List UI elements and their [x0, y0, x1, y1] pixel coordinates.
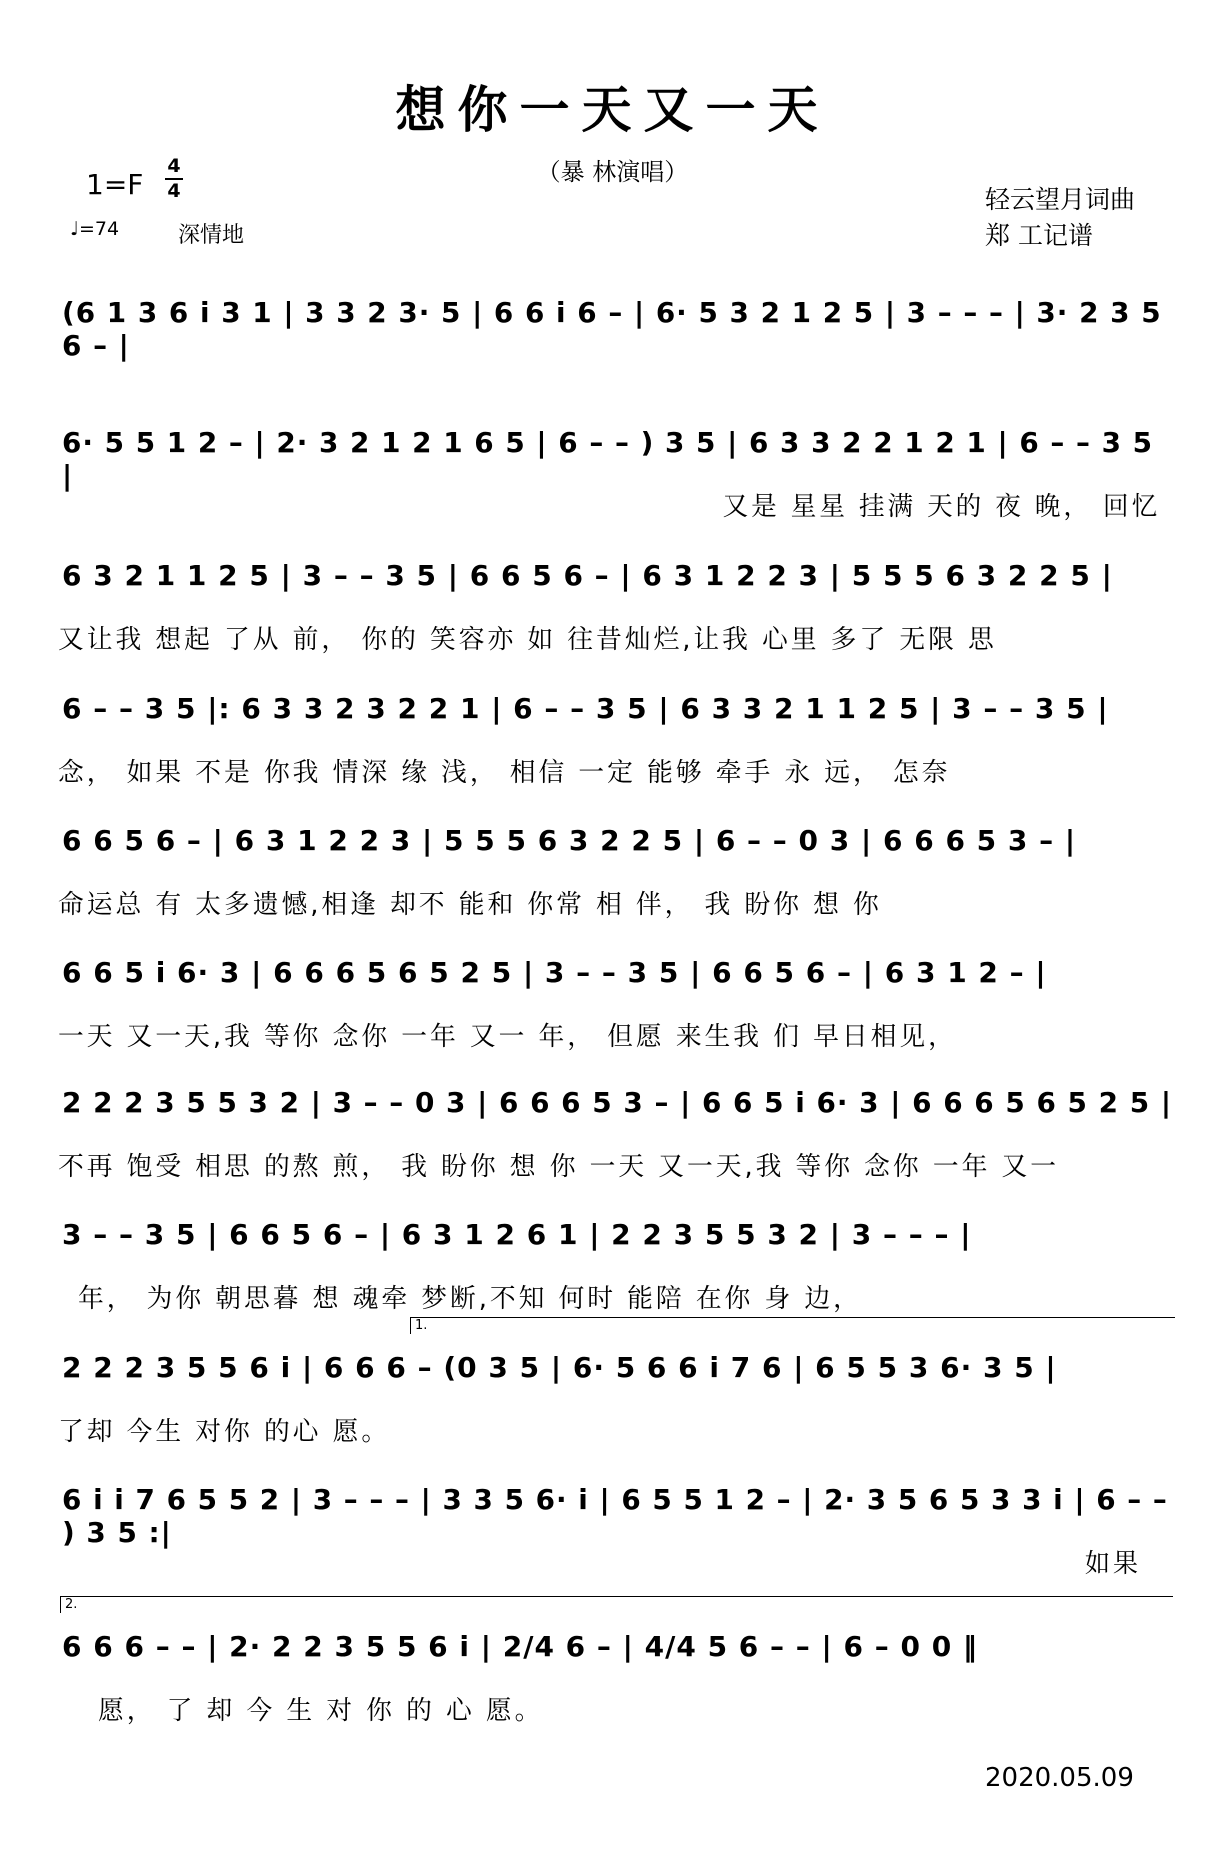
notation-line — [58, 950, 1178, 1010]
score-system-5 — [58, 818, 1178, 938]
notation-text: 6 – – 3 5 |: 6 3 3 2 3 2 2 1 | 6 – – 3 5 | 6 3 3 2 1 1 2 5 | 3 – – 3 5 | — [62, 692, 1109, 725]
tempo-marking: ♩=74 — [70, 218, 120, 240]
score-system-1 — [58, 290, 1178, 410]
time-signature-bottom: 4 — [167, 180, 181, 202]
score-system-2 — [58, 420, 1178, 540]
notation-text: 6 6 5 i 6· 3 | 6 6 6 5 6 5 2 5 | 3 – – 3 5 | 6 6 5 6 – | 6 3 1 2 – | — [62, 956, 1047, 989]
lyric-line: 年， 为你 朝思暮 想 魂牵 梦断,不知 何时 能陪 在你 身 边， — [78, 1284, 862, 1314]
expression-marking: 深情地 — [178, 223, 245, 248]
lyric-line: 一天 又一天,我 等你 念你 一年 又一 年， 但愿 来生我 们 早日相见， — [58, 1022, 957, 1052]
lyric-line: 了却 今生 对你 的心 愿。 — [58, 1417, 391, 1447]
notation-line — [58, 1477, 1178, 1549]
notation-text: 6 i i 7 6 5 5 2 | 3 – – – | 3 3 5 6· i | 6 5 5 1 2 – | 2· 3 5 6 5 3 3 i | 6 – – ) 3 5 :| — [62, 1483, 1168, 1549]
score-system-7 — [58, 1080, 1178, 1200]
notation-text: 6 6 5 6 – | 6 3 1 2 2 3 | 5 5 5 6 3 2 2 5 | 6 – – 0 3 | 6 6 6 5 3 – | — [62, 824, 1077, 857]
lyric-line: 又让我 想起 了从 前， 你的 笑容亦 如 往昔灿烂,让我 心里 多了 无限 思 — [58, 625, 997, 655]
score-system-4 — [58, 686, 1178, 806]
notation-line — [58, 290, 1178, 362]
notation-line — [58, 1624, 1178, 1684]
notation-text: 6 6 6 – – | 2· 2 2 3 5 5 6 i | 2/4 6 – | 4/4 5 6 – – | 6 – 0 0 ‖ — [62, 1630, 978, 1663]
score-system-11 — [58, 1597, 1178, 1744]
score-system-8 — [58, 1212, 1178, 1332]
lyric-line: 又是 星星 挂满 天的 夜 晚， 回忆 — [722, 492, 1161, 522]
notation-line — [58, 1080, 1178, 1140]
time-signature — [165, 156, 183, 202]
score-system-3 — [58, 553, 1178, 673]
notation-text: (6 1 3 6 i 3 1 | 3 3 2 3· 5 | 6 6 i 6 – | 6· 5 3 2 1 2 5 | 3 – – – | 3· 2 3 5 6 – | — [62, 296, 1162, 362]
date-stamp: 2020.05.09 — [985, 1763, 1134, 1793]
notation-line — [58, 818, 1178, 878]
time-signature-top: 4 — [167, 155, 181, 177]
transcriber-credit: 郑 工记谱 — [985, 221, 1093, 250]
notation-line — [58, 553, 1178, 613]
key-signature: 1=F — [86, 168, 144, 201]
lyric-line: 如果 — [1084, 1549, 1141, 1579]
performer-subtitle: （暴 林演唱） — [536, 158, 689, 186]
second-ending-bracket: 2. — [60, 1596, 1173, 1613]
lyric-line: 念， 如果 不是 你我 情深 缘 浅， 相信 一定 能够 牵手 永 远， 怎奈 — [58, 758, 951, 788]
notation-line — [58, 420, 1178, 492]
notation-line — [58, 686, 1178, 746]
notation-text: 3 – – 3 5 | 6 6 5 6 – | 6 3 1 2 6 1 | 2 2 3 5 5 3 2 | 3 – – – | — [62, 1218, 972, 1251]
score-system-10 — [58, 1477, 1178, 1597]
first-ending-bracket: 1. — [410, 1317, 1175, 1334]
notation-text: 2 2 2 3 5 5 3 2 | 3 – – 0 3 | 6 6 6 5 3 – | 6 6 5 i 6· 3 | 6 6 6 5 6 5 2 5 | — [62, 1086, 1172, 1119]
notation-text: 6 3 2 1 1 2 5 | 3 – – 3 5 | 6 6 5 6 – | 6 3 1 2 2 3 | 5 5 5 6 3 2 2 5 | — [62, 559, 1113, 592]
score-system-9 — [58, 1318, 1178, 1465]
notation-text: 2 2 2 3 5 5 6 i | 6 6 6 – (0 3 5 | 6· 5 6 6 i 7 6 | 6 5 5 3 6· 3 5 | — [62, 1351, 1057, 1384]
notation-line — [58, 1212, 1178, 1272]
lyric-line: 不再 饱受 相思 的熬 煎， 我 盼你 想 你 一天 又一天,我 等你 念你 一年 又一 — [58, 1152, 1059, 1182]
lyric-line: 命运总 有 太多遗憾,相逢 却不 能和 你常 相 伴， 我 盼你 想 你 — [58, 890, 882, 920]
notation-text: 6· 5 5 1 2 – | 2· 3 2 1 2 1 6 5 | 6 – – ) 3 5 | 6 3 3 2 2 1 2 1 | 6 – – 3 5 | — [62, 426, 1154, 492]
lyrics-music-credit: 轻云望月词曲 — [985, 185, 1136, 214]
lyric-line: 愿， 了 却 今 生 对 你 的 心 愿。 — [98, 1696, 544, 1726]
song-title: 想你一天又一天 — [395, 80, 830, 139]
score-system-6 — [58, 950, 1178, 1070]
notation-line — [58, 1345, 1178, 1405]
